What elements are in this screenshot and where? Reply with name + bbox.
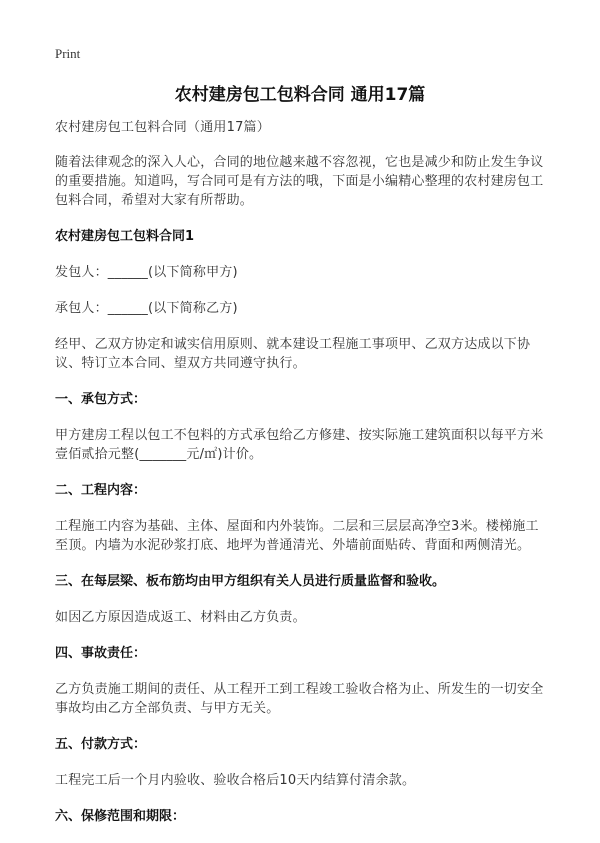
party-b-line: 承包人：______(以下简称乙方)	[55, 301, 238, 316]
page-title: 农村建房包工包料合同 通用17篇	[174, 85, 426, 105]
section-heading-5: 五、付款方式：	[55, 737, 147, 752]
section-text-2: 工程施工内容为基础、主体、屋面和内外装饰。二层和三层层高净空3米。楼梯施工至顶。内墙为水泥砂浆打底、地坪为普通清光、外墙前面贴砖、背面和两侧清光。	[55, 519, 539, 553]
section-heading-3: 三、在每层梁、板布筋均由甲方组织有关人员进行质量监督和验收。	[55, 574, 446, 589]
section-heading-1: 一、承包方式：	[55, 392, 147, 407]
subtitle: 农村建房包工包料合同（通用17篇）	[55, 120, 270, 135]
print-link[interactable]: Print	[55, 46, 81, 61]
contract-heading: 农村建房包工包料合同1	[55, 229, 195, 244]
section-text-3: 如因乙方原因造成返工、材料由乙方负责。	[55, 610, 306, 625]
section-text-4: 乙方负责施工期间的责任、从工程开工到工程竣工验收合格为止、所发生的一切安全事故均由乙方全部负责、与甲方无关。	[55, 682, 544, 716]
section-heading-6: 六、保修范围和期限：	[55, 809, 186, 824]
section-text-5: 工程完工后一个月内验收、验收合格后10天内结算付清余款。	[55, 773, 416, 788]
party-a-line: 发包人：______(以下简称甲方)	[55, 265, 238, 280]
agreement-paragraph: 经甲、乙双方协定和诚实信用原则、就本建设工程施工事项甲、乙双方达成以下协议、特订立本合同、望双方共同遵守执行。	[55, 337, 531, 371]
section-heading-2: 二、工程内容：	[55, 483, 147, 498]
section-heading-4: 四、事故责任：	[55, 646, 147, 661]
section-text-1: 甲方建房工程以包工不包料的方式承包给乙方修建、按实际施工建筑面积以每平方米壹佰贰拾元整(_______元/㎡)计价。	[55, 428, 544, 462]
document-body	[55, 118, 550, 843]
intro-paragraph: 随着法律观念的深入人心，合同的地位越来越不容忽视，它也是减少和防止发生争议的重要措施。知道吗，写合同可是有方法的哦，下面是小编精心整理的农村建房包工包料合同，希望对大家有所帮助。	[55, 155, 544, 208]
